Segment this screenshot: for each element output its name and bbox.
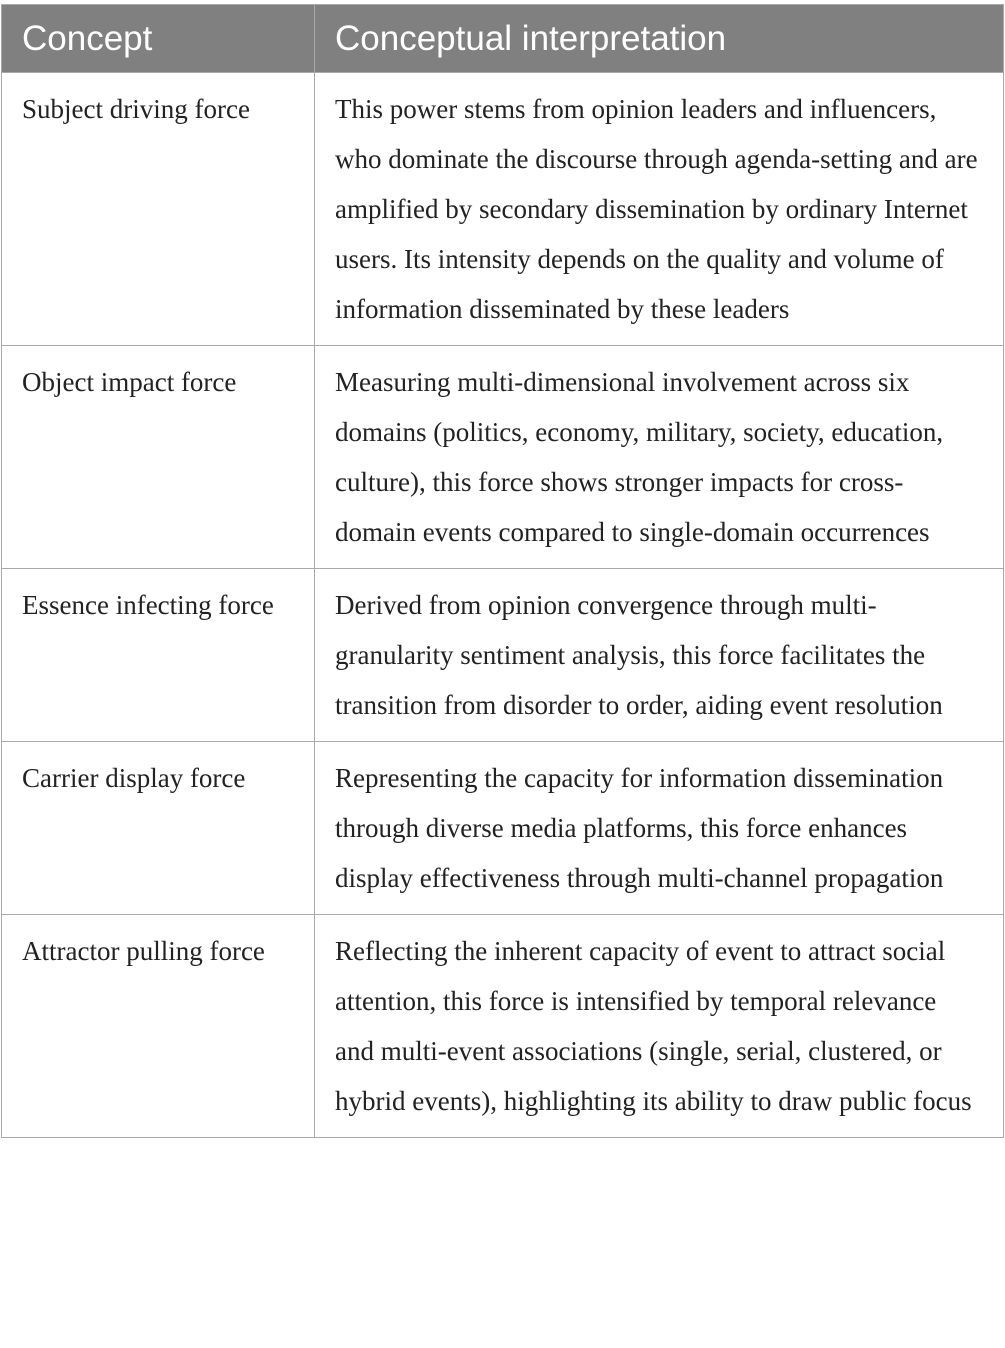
concept-cell: Attractor pulling force [2, 915, 315, 1138]
concept-cell: Carrier display force [2, 742, 315, 915]
table-row [2, 346, 1004, 569]
table-row [2, 915, 1004, 1138]
concept-cell: Subject driving force [2, 73, 315, 346]
interpretation-cell: Reflecting the inherent capacity of event to attract social attention, this force is intensified by temporal relevance and multi-event associations (single, serial, clustered, or hybrid events), highlighting its ability to draw public focus [315, 915, 1004, 1138]
interpretation-cell: Representing the capacity for information dissemination through diverse media platforms, this force enhances display effectiveness through multi-channel propagation [315, 742, 1004, 915]
interpretation-cell: Measuring multi-dimensional involvement across six domains (politics, economy, military, society, education, culture), this force shows stronger impacts for cross-domain events compared to single-domain occurrences [315, 346, 1004, 569]
table-row [2, 742, 1004, 915]
interpretation-cell: Derived from opinion convergence through multi-granularity sentiment analysis, this force facilitates the transition from disorder to order, aiding event resolution [315, 569, 1004, 742]
header-concept: Concept [2, 5, 315, 73]
table-row [2, 569, 1004, 742]
table-body [2, 73, 1004, 1138]
header-row [2, 5, 1004, 73]
concept-table [1, 4, 1004, 1138]
header-interpretation: Conceptual interpretation [315, 5, 1004, 73]
table-row [2, 73, 1004, 346]
interpretation-cell: This power stems from opinion leaders and influencers, who dominate the discourse through agenda-setting and are amplified by secondary dissemination by ordinary Internet users. Its intensity depends on the quality and volume of information disseminated by these leaders [315, 73, 1004, 346]
concept-cell: Essence infecting force [2, 569, 315, 742]
concept-cell: Object impact force [2, 346, 315, 569]
table-header [2, 5, 1004, 73]
